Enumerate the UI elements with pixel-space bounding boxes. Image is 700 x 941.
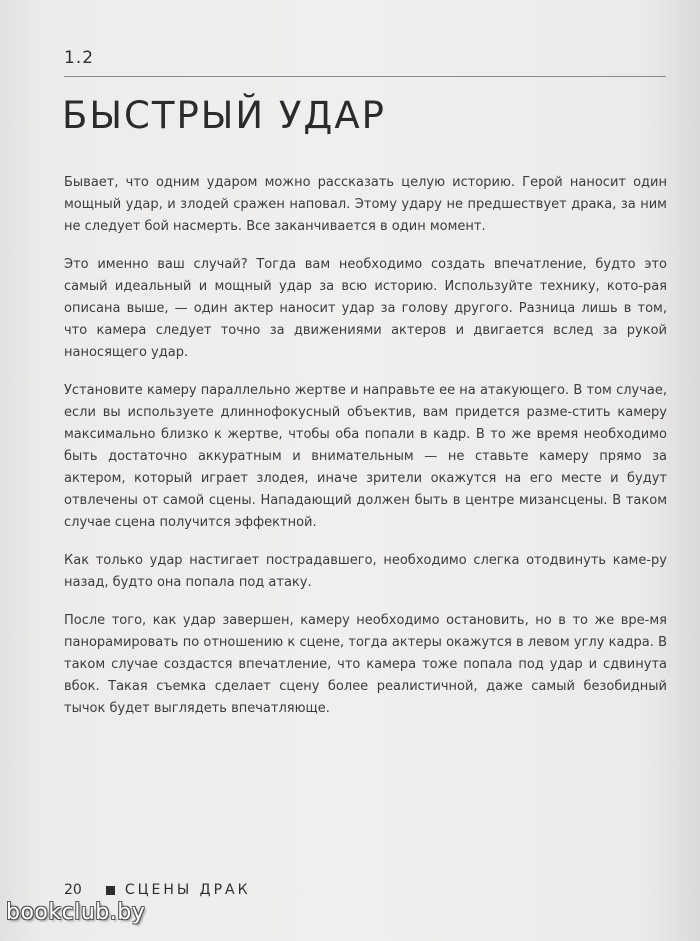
paragraph-4: Как только удар настигает пострадавшего, необходимо слегка отодвинуть каме-ру назад, будто она попала под атаку. (64, 553, 667, 590)
page-number: 20 (64, 882, 82, 898)
header-rule (64, 76, 666, 77)
square-bullet-icon (106, 886, 115, 895)
paragraph-3: Установите камеру параллельно жертве и направьте ее на атакующего. В том случае, если вы используете длиннофокусный объектив, вам придется разме-стить камеру максимально близко к жертве, чтобы оба попали в кадр. В то же время необходимо быть достаточно аккуратным и внимательным — не ставьте камеру прямо за актером, который играет злодея, иначе зрители окажутся на его месте и будут отвлечены от самой сцены. Нападающий должен быть в центре мизансцены. В таком случае сцена получится эффектной. (64, 383, 667, 530)
section-number: 1.2 (64, 48, 95, 68)
chapter-title: БЫСТРЫЙ УДАР (62, 94, 386, 137)
page-footer (64, 880, 251, 900)
paragraph-2: Это именно ваш случай? Тогда вам необходимо создать впечатление, будто это самый идеальный и мощный удар за всю историю. Используйте технику, кото-рая описана выше, — один актер наносит удар за голову другого. Разница лишь в том, что камера следует точно за движениями актеров и двигается вслед за рукой наносящего удар. (64, 257, 667, 360)
watermark: bookclub.by (6, 900, 146, 925)
running-title: СЦЕНЫ ДРАК (124, 882, 251, 898)
body-text (64, 172, 667, 736)
paragraph-1: Бывает, что одним ударом можно рассказать целую историю. Герой наносит один мощный удар, и злодей сражен наповал. Этому удару не предшествует драка, за ним не следует бой насмерть. Все заканчивается в один момент. (64, 175, 667, 234)
paragraph-5: После того, как удар завершен, камеру необходимо остановить, но в то же вре-мя панорамировать по отношению к сцене, тогда актеры окажутся в левом углу кадра. В таком случае создастся впечатление, что камера тоже попала под удар и сдвинута вбок. Такая съемка сделает сцену более реалистичной, даже самый безобидный тычок будет выглядеть впечатляюще. (64, 613, 667, 716)
